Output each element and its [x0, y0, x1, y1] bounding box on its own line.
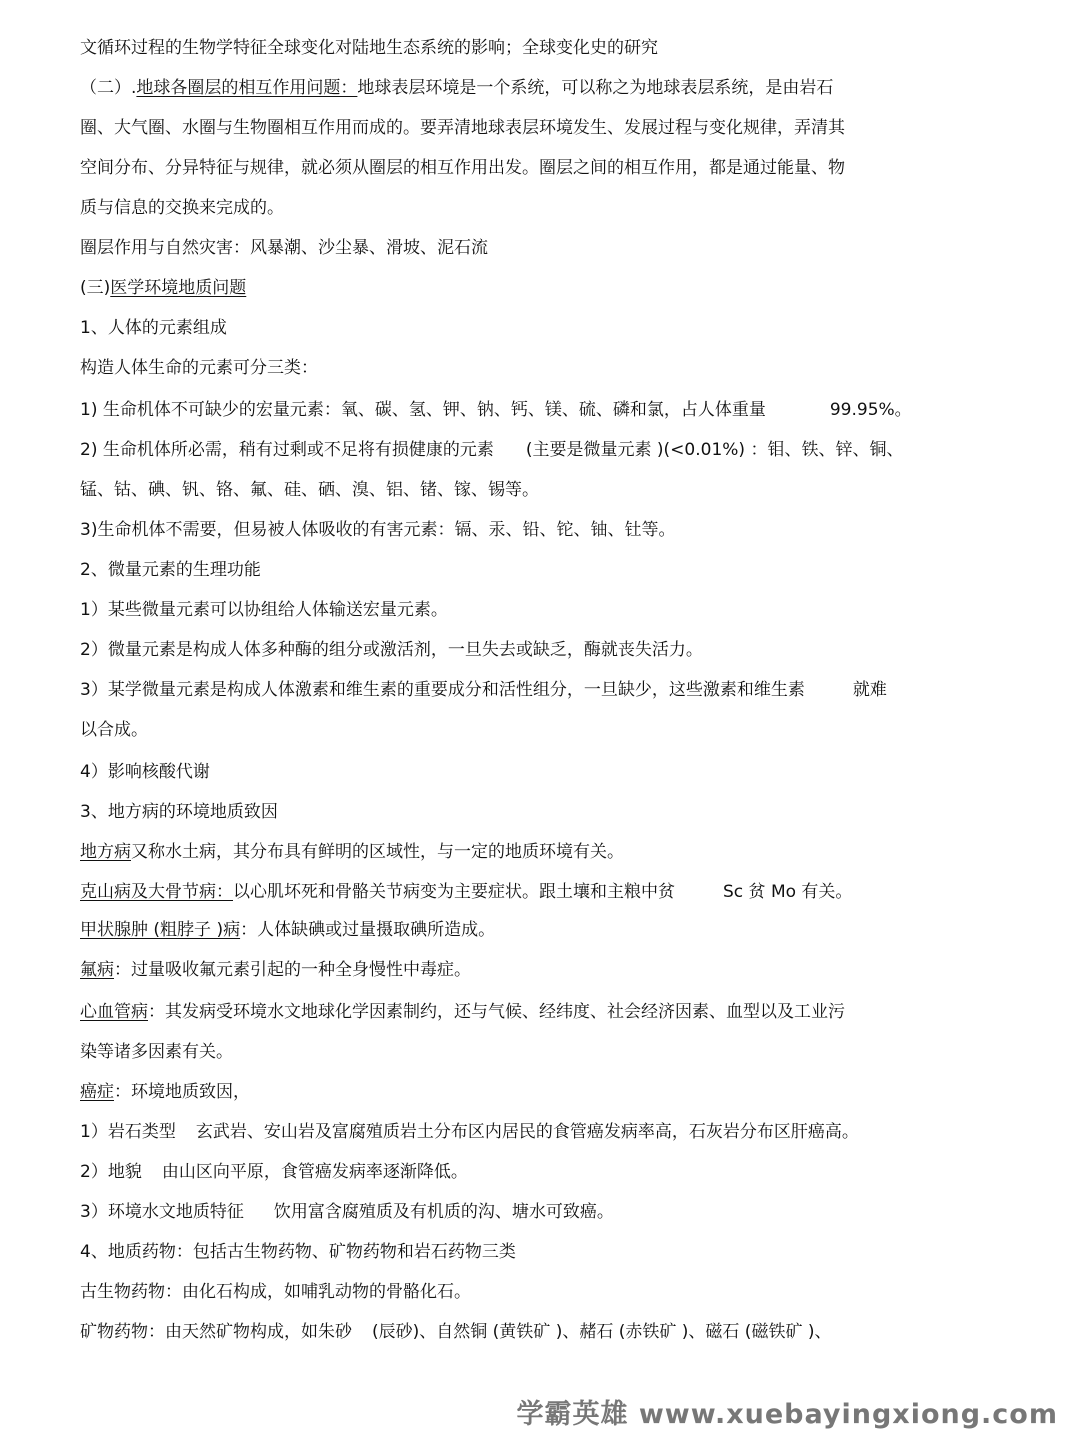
- text-line: 空间分布、分异特征与规律，就必须从圈层的相互作用出发。圈层之间的相互作用，都是通过能量、物: [80, 158, 845, 178]
- text-line: 2）地貌 由山区向平原，食管癌发病率逐渐降低。: [80, 1162, 468, 1182]
- site-watermark: 学霸英雄 www.xuebayingxiong.com: [516, 1399, 1058, 1430]
- disease-term: 氟病: [80, 960, 114, 980]
- text-line: 质与信息的交换来完成的。: [80, 198, 284, 218]
- text-line: 3、地方病的环境地质致因: [80, 802, 278, 822]
- disease-term: 地方病: [80, 842, 131, 862]
- section-heading-2: （二）.地球各圈层的相互作用问题：地球表层环境是一个系统，可以称之为地球表层系统，是由岩石: [80, 78, 834, 98]
- text-line: 以合成。: [80, 720, 148, 740]
- text-line: 染等诸多因素有关。: [80, 1042, 233, 1062]
- text-line: 3)生命机体不需要，但易被人体吸收的有害元素：镉、汞、铅、铊、铀、钍等。: [80, 520, 676, 540]
- text-line: 2）微量元素是构成人体多种酶的组分或激活剂，一旦失去或缺乏，酶就丧失活力。: [80, 640, 703, 660]
- text-line: 文循环过程的生物学特征全球变化对陆地生态系统的影响；全球变化史的研究: [80, 38, 658, 58]
- text-line: 氟病：过量吸收氟元素引起的一种全身慢性中毒症。: [80, 960, 471, 980]
- text-line: 圈层作用与自然灾害：风暴潮、沙尘暴、滑坡、泥石流: [80, 238, 488, 258]
- disease-term: 心血管病: [80, 1002, 148, 1022]
- text-line: 甲状腺肿 (粗脖子 )病：人体缺碘或过量摄取碘所造成。: [80, 920, 496, 940]
- text-line: 4、地质药物：包括古生物药物、矿物药物和岩石药物三类: [80, 1242, 516, 1262]
- section-heading-3: (三)医学环境地质问题: [80, 278, 247, 298]
- text-line: 癌症：环境地质致因，: [80, 1082, 250, 1102]
- text-line: 1、人体的元素组成: [80, 318, 227, 338]
- text-line: 心血管病：其发病受环境水文地球化学因素制约，还与气候、经纬度、社会经济因素、血型以及工业污: [80, 1002, 845, 1022]
- text-line: 圈、大气圈、水圈与生物圈相互作用而成的。要弄清地球表层环境发生、发展过程与变化规律，弄清其: [80, 118, 845, 138]
- text-line: 构造人体生命的元素可分三类：: [80, 358, 318, 378]
- underlined-heading: 医学环境地质问题: [110, 278, 247, 298]
- disease-term: 甲状腺肿 (粗脖子 )病: [80, 920, 241, 940]
- text-line: 4）影响核酸代谢: [80, 762, 210, 782]
- text-line: 3）环境水文地质特征 饮用富含腐殖质及有机质的沟、塘水可致癌。: [80, 1202, 614, 1222]
- text-line: 2、微量元素的生理功能: [80, 560, 261, 580]
- text-line: 1) 生命机体不可缺少的宏量元素：氧、碳、氢、钾、钠、钙、镁、硫、磷和氯，占人体重量 99.95%。: [80, 400, 912, 420]
- text-line: 2) 生命机体所必需，稍有过剩或不足将有损健康的元素 (主要是微量元素 )(<0.01%) ：钼、铁、锌、铜、: [80, 440, 904, 460]
- text-line: 地方病又称水土病，其分布具有鲜明的区域性，与一定的地质环境有关。: [80, 842, 624, 862]
- text-line: 1）某些微量元素可以协组给人体输送宏量元素。: [80, 600, 448, 620]
- text-line: 克山病及大骨节病：以心肌坏死和骨骼关节病变为主要症状。跟土壤和主粮中贫 Sc 贫 Mo 有关。: [80, 882, 853, 902]
- disease-term: 克山病及大骨节病：: [80, 882, 233, 902]
- text-line: 3）某学微量元素是构成人体激素和维生素的重要成分和活性组分，一旦缺少，这些激素和维生素 就难: [80, 680, 887, 700]
- underlined-heading: 地球各圈层的相互作用问题：: [136, 78, 358, 98]
- text-line: 锰、钴、碘、钒、铬、氟、硅、硒、溴、铝、锗、镓、锡等。: [80, 480, 539, 500]
- text-line: 古生物药物：由化石构成，如哺乳动物的骨骼化石。: [80, 1282, 471, 1302]
- text-line: 矿物药物：由天然矿物构成，如朱砂 (辰砂)、自然铜 (黄铁矿 )、赭石 (赤铁矿 )、磁石 (磁铁矿 )、: [80, 1322, 832, 1342]
- text-line: 1）岩石类型 玄武岩、安山岩及富腐殖质岩土分布区内居民的食管癌发病率高，石灰岩分布区肝癌高。: [80, 1122, 859, 1142]
- disease-term: 癌症: [80, 1082, 114, 1102]
